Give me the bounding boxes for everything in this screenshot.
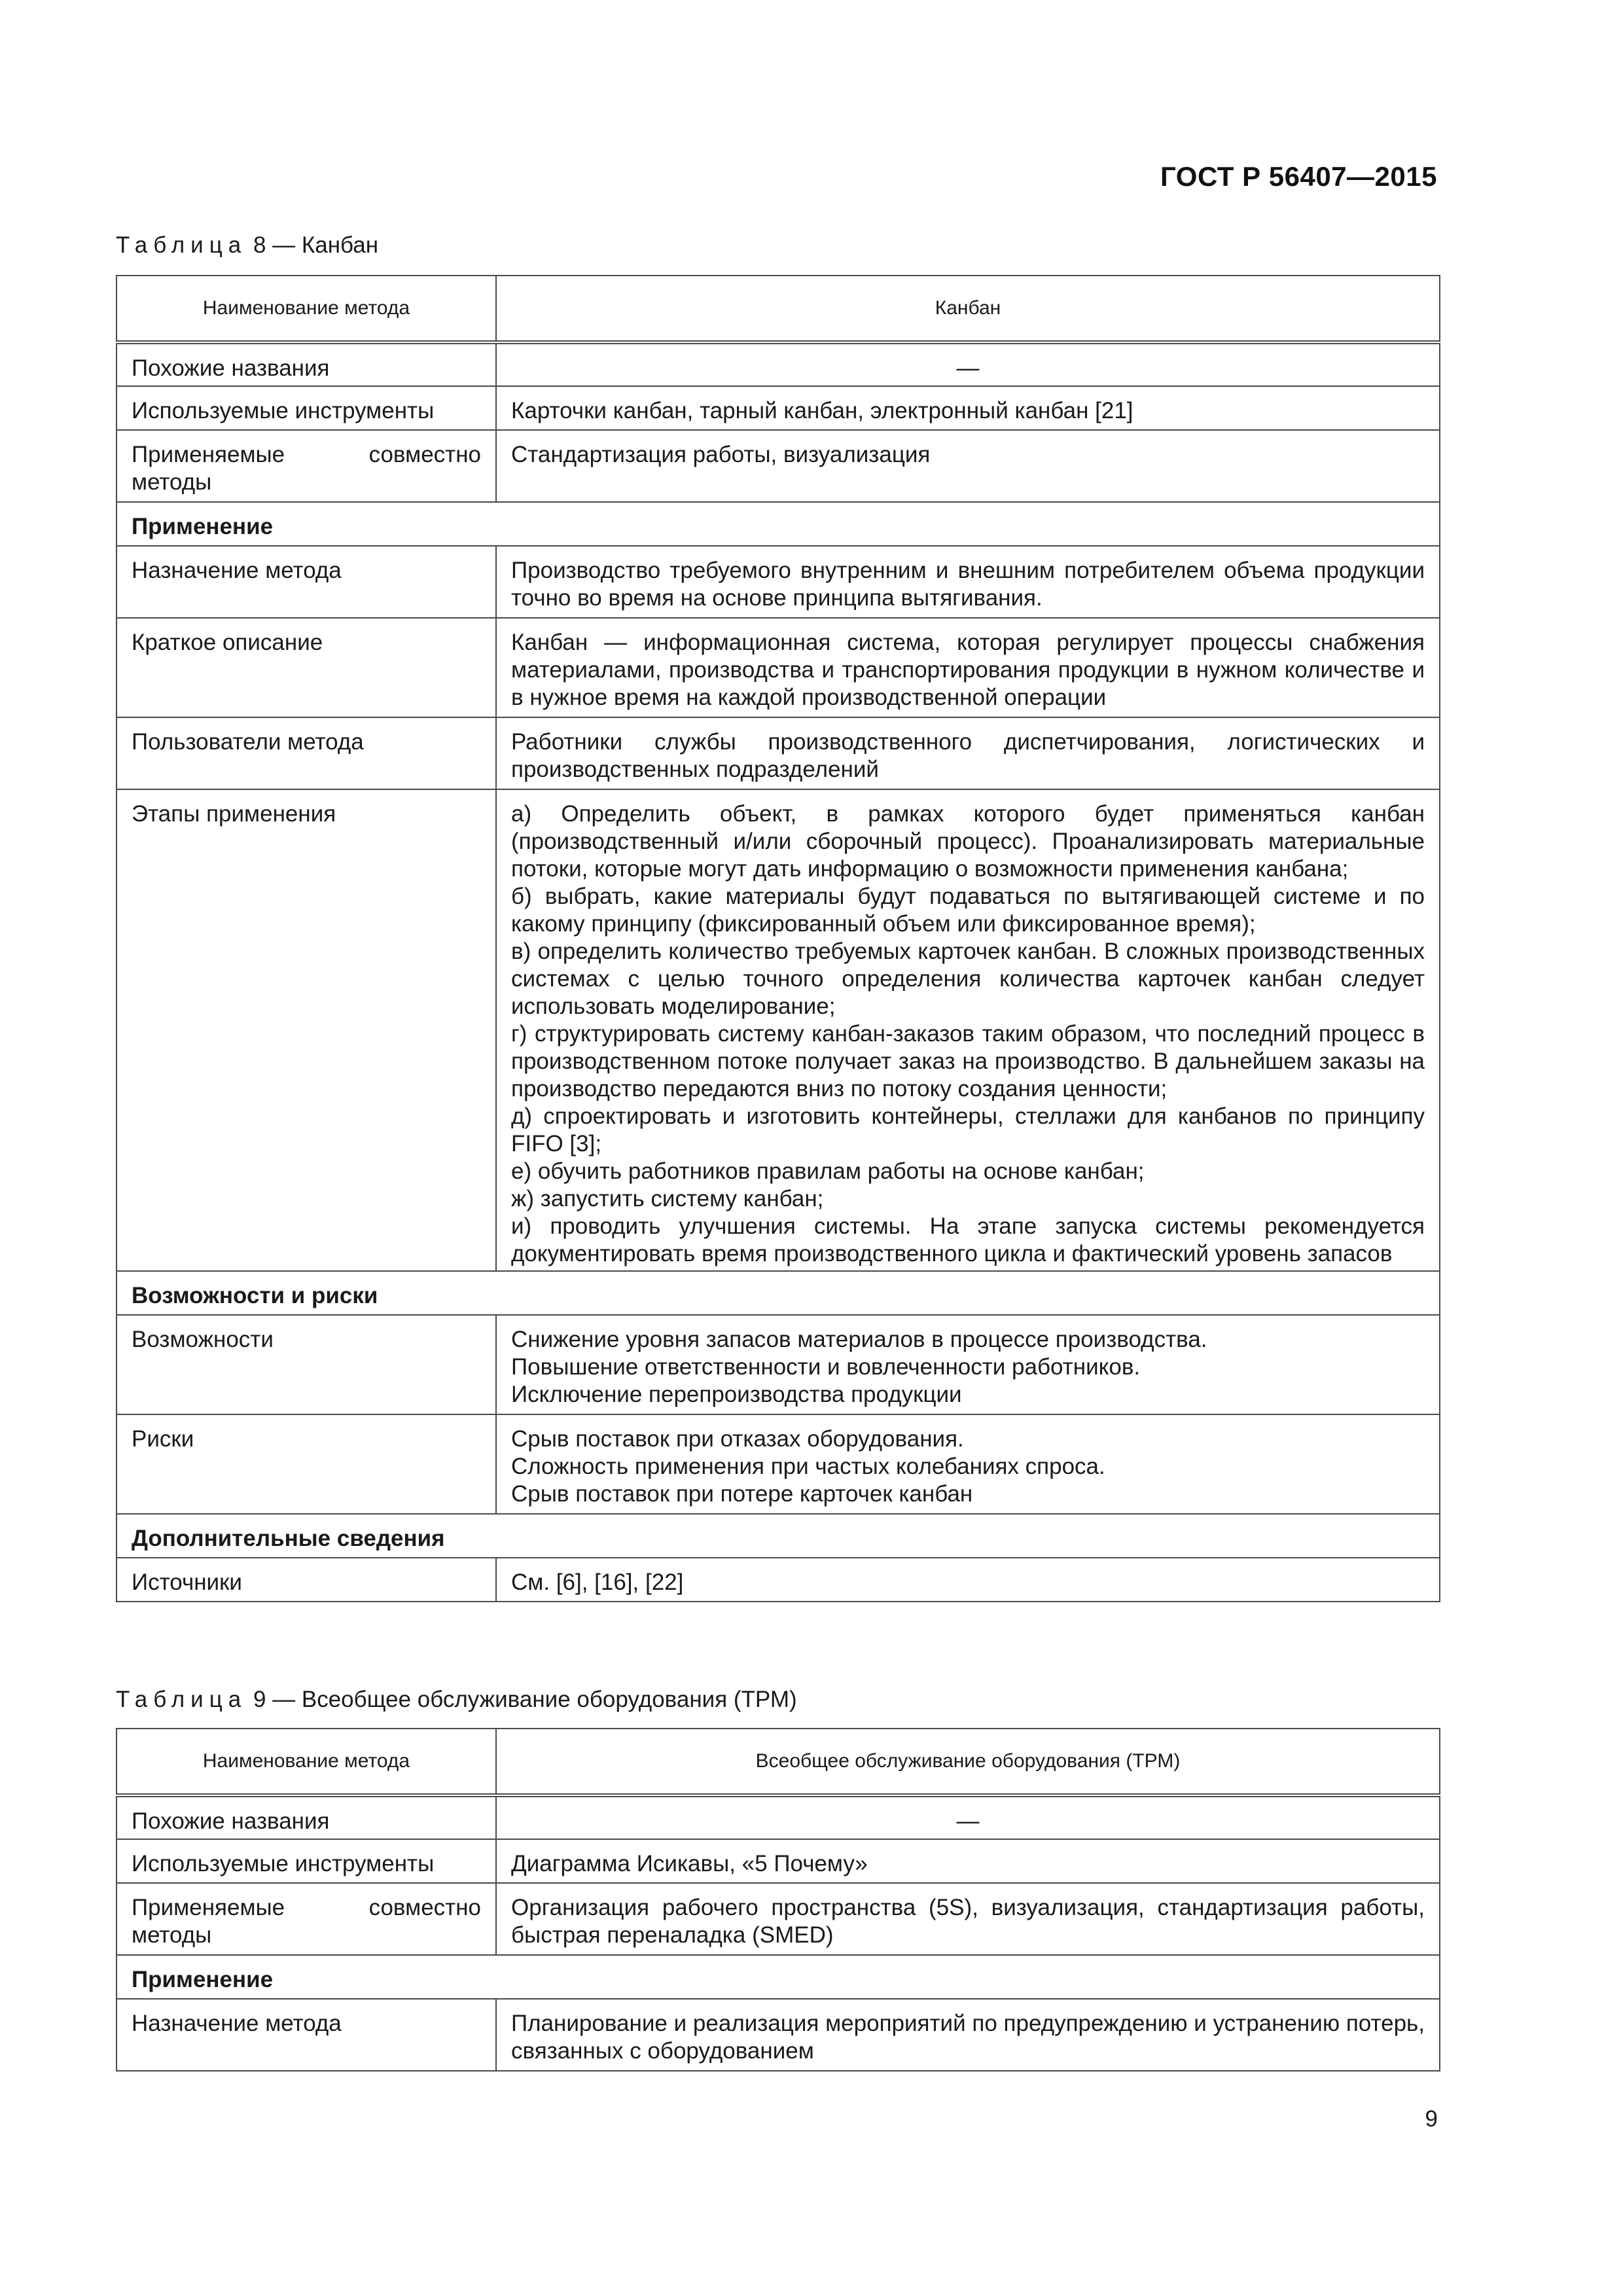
table8-caption-title: 8 — Канбан <box>247 232 379 258</box>
stage-item: в) определить количество требуемых карточек канбан. В сложных производственных системах с целью точного определения количества карточек канбан следует использовать моделирование; <box>511 939 1425 1019</box>
row-label: Риски <box>116 1414 496 1514</box>
table-row <box>116 1839 1440 1883</box>
row-label: Пользователи метода <box>116 717 496 789</box>
table8-header-row <box>116 276 1440 342</box>
stage-item: и) проводить улучшения системы. На этапе запуска системы рекомендуется документировать время производственного цикла и фактический уровень запасов <box>511 1213 1425 1266</box>
opportunity-item: Повышение ответственности и вовлеченности работников. <box>511 1354 1141 1380</box>
row-value: См. [6], [16], [22] <box>496 1558 1440 1602</box>
table9 <box>116 1728 1440 2072</box>
row-value: Производство требуемого внутренним и внешним потребителем объема продукции точно во время на основе принципа вытягивания. <box>496 546 1440 618</box>
section-risks: Возможности и риски <box>116 1271 1440 1315</box>
table-row <box>116 546 1440 618</box>
row-value: — <box>496 342 1440 386</box>
standard-code: ГОСТ Р 56407—2015 <box>1160 161 1437 192</box>
row-label: Возможности <box>116 1315 496 1414</box>
row-value: Канбан — информационная система, которая регулирует процессы снабжения материалами, производства и транспортирования продукции в нужном количестве и в нужное время на каждой производственной операции <box>496 618 1440 717</box>
section-application: Применение <box>116 1955 1440 1999</box>
section-application: Применение <box>116 502 1440 546</box>
table-row <box>116 789 1440 1271</box>
table-row <box>116 1414 1440 1514</box>
opportunity-item: Снижение уровня запасов материалов в процессе производства. <box>511 1327 1207 1352</box>
table8-caption <box>116 232 378 259</box>
table9-header-method: Наименование метода <box>116 1729 496 1795</box>
table9-caption <box>116 1687 797 1713</box>
risk-item: Срыв поставок при отказах оборудования. <box>511 1426 964 1452</box>
opportunities-list <box>496 1315 1440 1414</box>
row-label: Похожие названия <box>116 1795 496 1839</box>
table-row <box>116 618 1440 717</box>
row-label: Источники <box>116 1558 496 1602</box>
stage-item: е) обучить работников правилам работы на основе канбан; <box>511 1158 1145 1184</box>
row-label: Используемые инструменты <box>116 1839 496 1883</box>
row-label: Похожие названия <box>116 342 496 386</box>
table9-caption-title: 9 — Всеобщее обслуживание оборудования (ТРМ) <box>247 1687 797 1712</box>
table-row <box>116 430 1440 502</box>
row-label: Используемые инструменты <box>116 386 496 430</box>
row-label: Краткое описание <box>116 618 496 717</box>
table9-header-name: Всеобщее обслуживание оборудования (ТРМ) <box>496 1729 1440 1795</box>
section-row <box>116 1514 1440 1558</box>
row-label: Назначение метода <box>116 546 496 618</box>
row-value: Диаграмма Исикавы, «5 Почему» <box>496 1839 1440 1883</box>
table-row <box>116 1999 1440 2071</box>
section-row <box>116 1955 1440 1999</box>
row-label: Применяемые совместно методы <box>116 430 496 502</box>
row-label: Применяемые совместно методы <box>116 1883 496 1955</box>
table-row <box>116 386 1440 430</box>
row-value: Планирование и реализация мероприятий по предупреждению и устранению потерь, связанных с оборудованием <box>496 1999 1440 2071</box>
row-value: Стандартизация работы, визуализация <box>496 430 1440 502</box>
table-row <box>116 1795 1440 1839</box>
risk-item: Сложность применения при частых колебаниях спроса. <box>511 1454 1105 1479</box>
table-row <box>116 1315 1440 1414</box>
table8-header-method: Наименование метода <box>116 276 496 342</box>
opportunity-item: Исключение перепроизводства продукции <box>511 1382 962 1407</box>
table-row <box>116 342 1440 386</box>
page-number: 9 <box>1425 2106 1438 2132</box>
stage-item: д) спроектировать и изготовить контейнеры, стеллажи для канбанов по принципу FIFO [3]; <box>511 1103 1425 1157</box>
stage-item: а) Определить объект, в рамках которого будет применяться канбан (производственный и/или сборочный процесс). Проанализировать материальные потоки, которые могут дать информацию о возможности применения канбана; <box>511 801 1425 882</box>
table8 <box>116 275 1440 1602</box>
row-label: Назначение метода <box>116 1999 496 2071</box>
risks-list <box>496 1414 1440 1514</box>
stage-item: б) выбрать, какие материалы будут подаваться по вытягивающей системе и по какому принципу (фиксированный объем или фиксированное время); <box>511 884 1425 937</box>
table9-caption-prefix: Таблица <box>116 1687 247 1712</box>
row-label: Этапы применения <box>116 789 496 1271</box>
stage-item: ж) запустить систему канбан; <box>511 1186 824 1211</box>
section-row <box>116 502 1440 546</box>
row-value: Работники службы производственного диспетчирования, логистических и производственных подразделений <box>496 717 1440 789</box>
row-value: Карточки канбан, тарный канбан, электронный канбан [21] <box>496 386 1440 430</box>
row-value: — <box>496 1795 1440 1839</box>
table-row <box>116 1558 1440 1602</box>
row-value: Организация рабочего пространства (5S), визуализация, стандартизация работы, быстрая переналадка (SMED) <box>496 1883 1440 1955</box>
stages-list <box>496 789 1440 1271</box>
table8-caption-prefix: Таблица <box>116 232 247 258</box>
section-additional: Дополнительные сведения <box>116 1514 1440 1558</box>
table-row <box>116 1883 1440 1955</box>
stage-item: г) структурировать систему канбан-заказов таким образом, что последний процесс в производственном потоке получает заказ на производство. В дальнейшем заказы на производство передаются вниз по потоку создания ценности; <box>511 1021 1425 1102</box>
section-row <box>116 1271 1440 1315</box>
table8-header-name: Канбан <box>496 276 1440 342</box>
risk-item: Срыв поставок при потере карточек канбан <box>511 1481 973 1507</box>
table9-header-row <box>116 1729 1440 1795</box>
table-row <box>116 717 1440 789</box>
